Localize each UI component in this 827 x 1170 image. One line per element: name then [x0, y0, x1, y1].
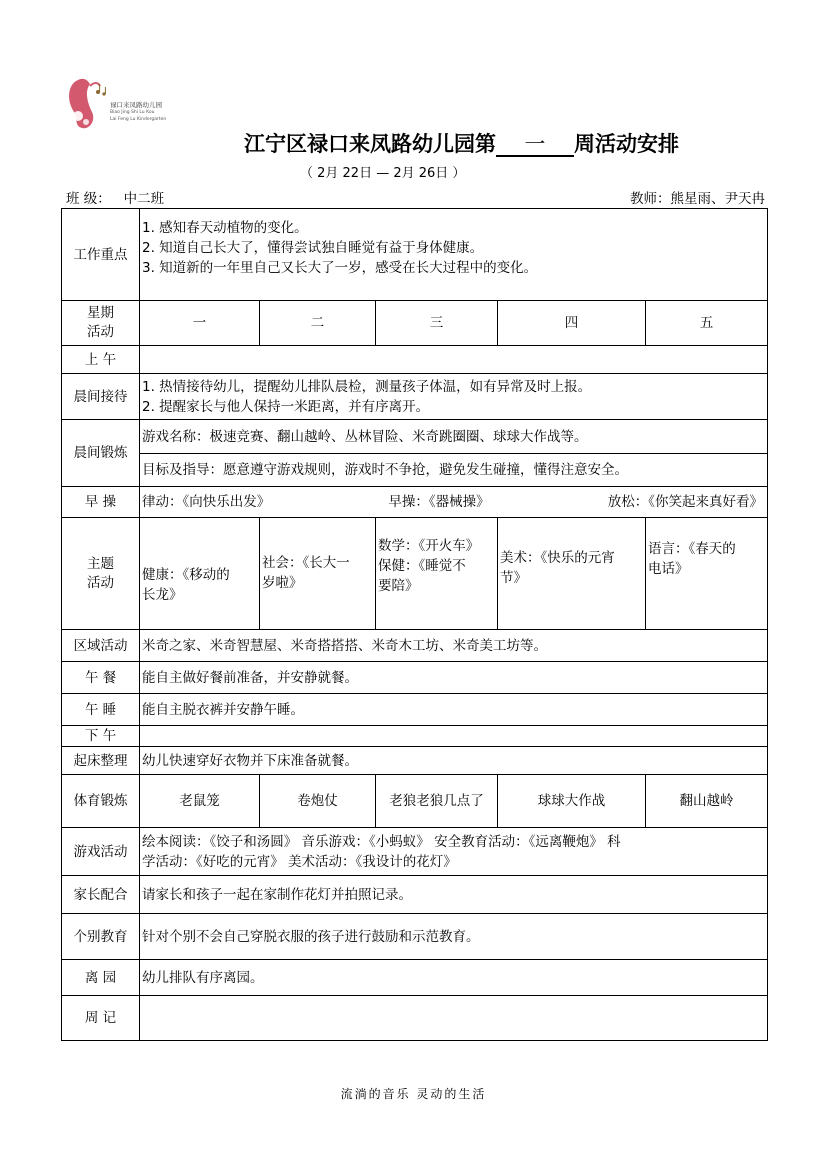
weekday-1: 一	[140, 301, 260, 346]
area-row	[62, 630, 768, 662]
focus-row	[62, 209, 768, 301]
date-range: （ 2月 22日 — 2月 26日 ）	[300, 166, 466, 181]
class-value: 中二班	[123, 191, 165, 207]
theme-line: 长龙》	[142, 586, 183, 603]
reception-label: 晨间接待	[62, 374, 140, 420]
theme-line: 要陪》	[378, 578, 419, 594]
leave-content: 幼儿排队有序离园。	[140, 960, 768, 996]
focus-content	[140, 209, 768, 301]
morning-row	[62, 346, 768, 374]
drill-row	[62, 487, 768, 518]
individual-label: 个别教育	[62, 914, 140, 960]
game-row	[62, 828, 768, 876]
footer-motto: 流淌的音乐 灵动的生活	[340, 1087, 487, 1101]
parent-content: 请家长和孩子一起在家制作花灯并拍照记录。	[140, 876, 768, 914]
pe-thu: 球球大作战	[498, 775, 646, 828]
afternoon-content	[140, 726, 768, 747]
pe-label: 体育锻炼	[62, 775, 140, 828]
individual-content: 针对个别不会自己穿脱衣服的孩子进行鼓励和示范教育。	[140, 914, 768, 960]
reception-row	[62, 374, 768, 420]
exercise-goals: 目标及指导：愿意遵守游戏规则，游戏时不争抢，避免发生碰撞，懂得注意安全。	[140, 454, 768, 487]
theme-line: 电话》	[648, 561, 689, 577]
pe-fri: 翻山越岭	[646, 775, 768, 828]
theme-label	[62, 518, 140, 630]
theme-line: 社会：《长大一	[262, 554, 350, 571]
area-label: 区域活动	[62, 630, 140, 662]
nap-label: 午 睡	[62, 694, 140, 726]
afternoon-label: 下 午	[62, 726, 140, 747]
wakeup-label: 起床整理	[62, 747, 140, 775]
pe-mon: 老鼠笼	[140, 775, 260, 828]
theme-activity-tue	[260, 518, 376, 630]
game-line: 学活动：《好吃的元宵》 美术活动：《我设计的花灯》	[142, 853, 457, 870]
game-line: 绘本阅读：《饺子和汤圆》 音乐游戏：《小蚂蚁》 安全教育活动：《远离鞭炮》 科	[142, 833, 621, 850]
area-content: 米奇之家、米奇智慧屋、米奇搭搭搭、米奇木工坊、米奇美工坊等。	[140, 630, 768, 662]
drill-relax: 放松：《你笑起来真好看》	[607, 494, 763, 510]
weekday-header-label: 星期	[87, 305, 114, 321]
week-number: 一	[496, 133, 574, 157]
pe-row	[62, 775, 768, 828]
reception-content	[140, 374, 768, 420]
theme-activity-mon	[140, 518, 260, 630]
reception-item: 2. 提醒家长与他人保持一米距离，并有序离开。	[142, 398, 430, 415]
weekday-5: 五	[646, 301, 768, 346]
focus-item: 2. 知道自己长大了，懂得尝试独自睡觉有益于身体健康。	[142, 240, 484, 256]
kindergarten-logo	[64, 72, 184, 132]
theme-activity-thu	[498, 518, 646, 630]
parent-label: 家长配合	[62, 876, 140, 914]
exercise-games-row	[62, 420, 768, 454]
logo-name-cn: 禄口来凤路幼儿园	[110, 101, 162, 109]
exercise-goals-row	[62, 454, 768, 487]
weekday-4: 四	[498, 301, 646, 346]
exercise-games: 游戏名称：极速竞赛、翻山越岭、丛林冒险、米奇跳圈圈、球球大作战等。	[140, 420, 768, 454]
theme-activity-wed	[376, 518, 498, 630]
drill-label: 早 操	[62, 487, 140, 518]
title-prefix: 江宁区禄口来凤路幼儿园第	[244, 131, 496, 156]
logo-emblem-icon	[64, 72, 110, 132]
theme-row	[62, 518, 768, 630]
focus-item: 1. 感知春天动植物的变化。	[142, 220, 308, 236]
game-content	[140, 828, 768, 876]
page-title	[244, 128, 679, 158]
lunch-row	[62, 662, 768, 694]
drill-rhythm: 律动：《向快乐出发》	[142, 494, 271, 510]
theme-line: 岁啦》	[262, 574, 303, 591]
exercise-label: 晨间锻炼	[62, 420, 140, 487]
game-label: 游戏活动	[62, 828, 140, 876]
theme-label-line: 活动	[87, 574, 114, 591]
theme-line: 语言：《春天的	[648, 541, 736, 557]
theme-label-line: 主题	[87, 555, 114, 572]
theme-line: 美术：《快乐的元宵	[500, 550, 615, 566]
parent-row	[62, 876, 768, 914]
nap-row	[62, 694, 768, 726]
theme-line: 健康：《移动的	[142, 566, 230, 583]
logo-name-english: Lai Feng Lu Kindergarten	[110, 117, 167, 122]
title-suffix: 周活动安排	[574, 131, 679, 156]
leave-label: 离 园	[62, 960, 140, 996]
weekday-3: 三	[376, 301, 498, 346]
schedule-table	[61, 208, 768, 1041]
weekly-note-content	[140, 996, 768, 1041]
class-label: 班 级：	[66, 191, 111, 207]
morning-content	[140, 346, 768, 374]
weekday-header-row	[62, 301, 768, 346]
individual-row	[62, 914, 768, 960]
reception-item: 1. 热情接待幼儿，提醒幼儿排队晨检，测量孩子体温，如有异常及时上报。	[142, 378, 592, 395]
focus-label: 工作重点	[62, 209, 140, 301]
weekly-note-label: 周 记	[62, 996, 140, 1041]
morning-label: 上 午	[62, 346, 140, 374]
leave-row	[62, 960, 768, 996]
lunch-label: 午 餐	[62, 662, 140, 694]
focus-item: 3. 知道新的一年里自己又长大了一岁，感受在长大过程中的变化。	[142, 260, 538, 276]
wakeup-content: 幼儿快速穿好衣物并下床准备就餐。	[140, 747, 768, 775]
wakeup-row	[62, 747, 768, 775]
pe-wed: 老狼老狼几点了	[376, 775, 498, 828]
weekly-note-row	[62, 996, 768, 1041]
teacher-info: 教师：熊星雨、尹天冉	[630, 191, 765, 207]
afternoon-row	[62, 726, 768, 747]
drill-exercise: 早操：《器械操》	[388, 494, 490, 510]
nap-content: 能自主脱衣裤并安静午睡。	[140, 694, 768, 726]
drill-content	[140, 487, 768, 518]
theme-activity-fri	[646, 518, 768, 630]
activity-header-label: 活动	[87, 324, 114, 340]
class-info	[66, 187, 164, 207]
theme-line: 数学：《开火车》	[378, 538, 480, 554]
logo-name-pinyin: Biao Jing Shi Lu Kou	[110, 110, 155, 115]
weekday-2: 二	[260, 301, 376, 346]
weekday-activity-header	[62, 301, 140, 346]
pe-tue: 卷炮仗	[260, 775, 376, 828]
theme-line: 保健：《睡觉不	[378, 558, 466, 574]
theme-line: 节》	[500, 570, 527, 586]
lunch-content: 能自主做好餐前准备，并安静就餐。	[140, 662, 768, 694]
